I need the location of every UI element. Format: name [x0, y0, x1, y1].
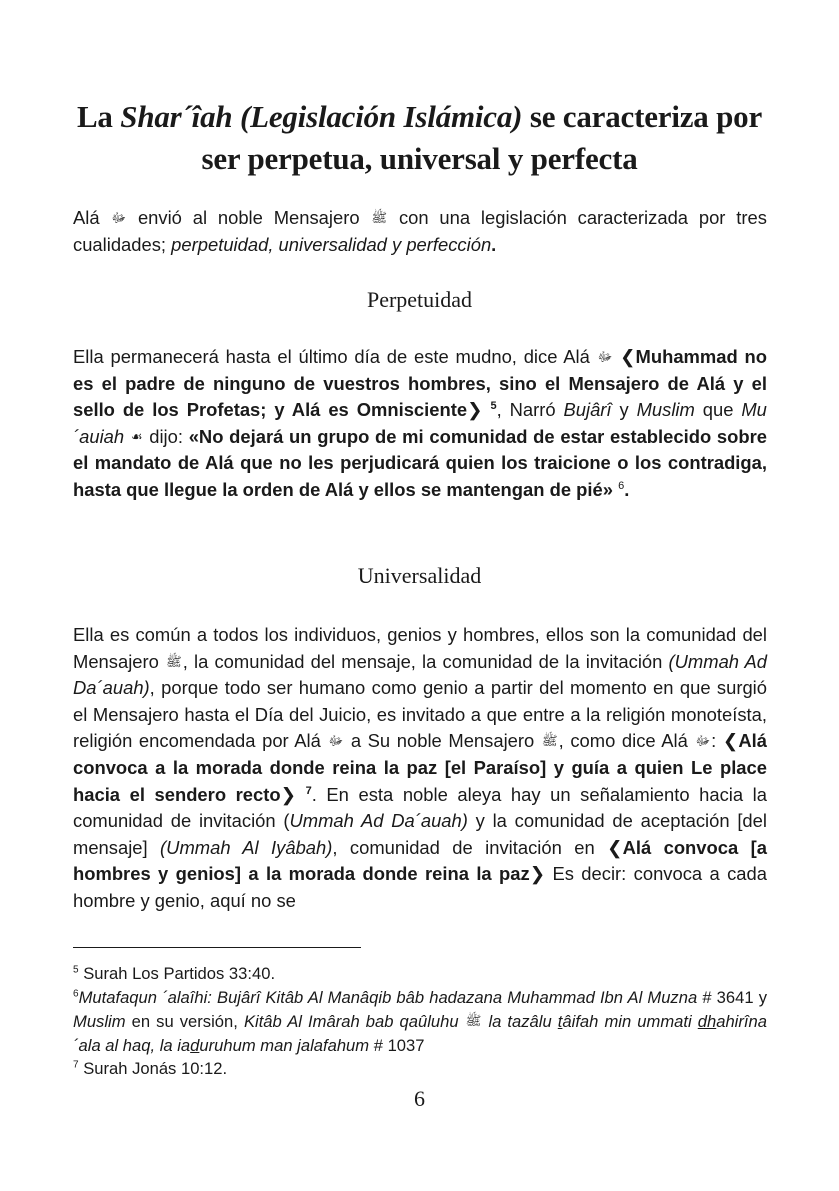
honorific-swt-symbol: ﷻ	[695, 733, 711, 749]
quran-quote: Muhammad no es el padre de ninguno de vuestros hombres, sino el Mensajero de Alá y el sello de los Profetas; y Alá es Omnisciente	[73, 346, 767, 421]
hadith-quote: «No dejará un grupo de mi comunidad de estar establecido sobre el mandato de Alá que no les perjudicará quien los traicione o los contradiga, hasta que llegue la orden de Alá y ellos se mantengan de pié»	[73, 425, 767, 500]
footnote-5: $^5$ Surah Los Partidos 33:40.	[73, 964, 276, 983]
honorific-swt-symbol: ﷻ	[111, 210, 127, 225]
footnote-7: $^7$ Surah Jonás 10:12.	[73, 1059, 228, 1079]
open-quote-bracket: ❮	[607, 836, 623, 858]
quran-quote: Alá convoca [a hombres y genios] a la morada donde reina la paz	[73, 836, 767, 885]
quran-quote: Alá convoca a la morada donde reina la paz [el Paraíso] y guía a quien Le place hacia el sendero recto	[73, 730, 767, 805]
open-quote-bracket: ❮	[620, 346, 636, 367]
title-italic: Shar´îah (Legislación Islámica)	[120, 99, 523, 134]
footnote-ref: 6	[618, 479, 625, 492]
heading-universalidad: Universalidad	[357, 563, 482, 588]
honorific-saw-symbol: ﷺ	[465, 1013, 482, 1029]
honorific-saw-symbol: ﷺ	[371, 210, 388, 225]
honorific-saw-symbol: ﷺ	[166, 653, 182, 669]
heading-perpetuidad: Perpetuidad	[366, 287, 473, 312]
close-quote-bracket: ❯	[467, 399, 483, 421]
footnote-ref: 5	[490, 400, 497, 413]
page-title: La Shar´îah (Legislación Islámica) se caracteriza por ser perpetua, universal y perfecta	[76, 99, 763, 176]
page-number: 6	[414, 1086, 425, 1111]
honorific-ra-symbol: ☙	[130, 428, 143, 444]
footnotes	[73, 962, 767, 1081]
honorific-swt-symbol: ﷻ	[328, 733, 344, 749]
honorific-swt-symbol: ﷻ	[597, 349, 613, 364]
footnote-ref: 7	[305, 784, 312, 797]
close-quote-bracket: ❯	[529, 863, 546, 885]
open-quote-bracket: ❮	[722, 730, 739, 752]
footnote-divider	[73, 947, 361, 948]
close-quote-bracket: ❯	[280, 783, 297, 805]
perpetuidad-paragraph: Ella permanecerá hasta el último día de este mudno, dice Alá ﷻ ❮Muhammad no es el padre de ninguno de vuestros hombres, sino el Mensajero de Alá y el sello de los Profetas; y Alá es Omnisciente❯ $^5$, Narró Bujârî y Muslim que Mu´auiah ☙ dijo: «No dejará un grupo de mi comunidad de estar establecido sobre el mandato de Alá que no les perjudicará quien los traicione o los contradiga, hasta que llegue la orden de Alá y ellos se mantengan de pié» $^6$.	[73, 346, 767, 500]
honorific-saw-symbol: ﷺ	[541, 733, 558, 749]
footnote-6: $^6$Mutafaqun ´alaîhi: Bujârî Kitâb Al Manâqib bâb hadazana Muhammad Ibn Al Muzna # 3641 y Muslim en su versión, Kitâb Al Imârah bab qaûluhu ﷺ la tazâlu tâifah min ummati dhahirîna ´ala al haq, la iaduruhum man jalafahum # 1037	[73, 987, 767, 1055]
universalidad-paragraph: Ella es común a todos los individuos, genios y hombres, ellos son la comunidad del Mensajero ﷺ, la comunidad del mensaje, la comunidad de la invitación (Ummah Ad Da´auah), porque todo ser humano como genio a partir del momento en que surgió el Mensajero hasta el Día del Juicio, es invitado a que entre a la religión monoteísta, religión encomendada por Alá ﷻ a Su noble Mensajero ﷺ, como dice Alá ﷻ: ❮Alá convoca a la morada donde reina la paz [el Paraíso] y guía a quien Le place hacia el sendero recto❯ $^7$. En esta noble aleya hay un señalamiento hacia la comunidad de invitación (Ummah Ad Da´auah) y la comunidad de aceptación [del mensaje] (Ummah Al Iyâbah), comunidad de invitación en ❮Alá convoca [a hombres y genios] a la morada donde reina la paz❯ Es decir: convoca a cada hombre y genio, aquí no se	[73, 624, 767, 911]
intro-paragraph: Alá ﷻ envió al noble Mensajero ﷺ con una legislación caracterizada por tres cualidades; perpetuidad, universalidad y perfección.	[73, 207, 767, 255]
